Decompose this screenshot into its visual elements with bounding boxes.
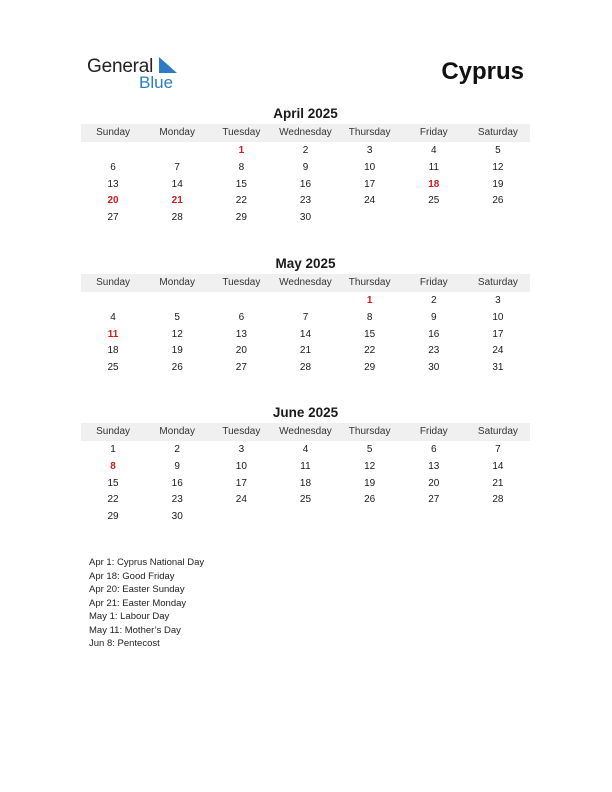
- day-cell: 4: [110, 311, 116, 323]
- day-cell: 7: [495, 444, 501, 455]
- day-cell: 26: [171, 362, 183, 374]
- day-cell: 29: [107, 511, 119, 523]
- day-cell: 26: [492, 195, 504, 207]
- day-cell: 22: [364, 345, 376, 357]
- day-cell: 15: [364, 328, 376, 340]
- day-cell: 16: [299, 178, 312, 190]
- empty-day-cell: [81, 143, 145, 160]
- day-cell: 24: [235, 494, 247, 506]
- day-cell: 29: [364, 362, 376, 374]
- day-cell: 27: [107, 212, 119, 224]
- day-cell: 18: [299, 477, 312, 489]
- day-cell: 23: [428, 345, 440, 357]
- day-cell: 24: [492, 345, 504, 357]
- day-cell: 14: [299, 328, 312, 340]
- logo-text-blue: Blue: [139, 73, 174, 92]
- logo-triangle-icon: [159, 57, 177, 73]
- weekday-label: Saturday: [477, 426, 518, 437]
- day-cell: 30: [428, 362, 440, 374]
- day-cell: 9: [430, 311, 437, 323]
- day-cell: 21: [492, 477, 504, 489]
- weekday-header: [81, 274, 530, 292]
- day-cell: 25: [428, 195, 440, 207]
- weekday-label: Saturday: [477, 277, 518, 288]
- holiday-entry: Jun 8: Pentecost: [89, 638, 160, 649]
- weekday-header: [81, 423, 530, 441]
- month-calendar: [81, 256, 530, 377]
- day-cell: 12: [492, 161, 504, 173]
- weekday-label: Wednesday: [279, 426, 332, 437]
- month-calendar: [81, 106, 530, 227]
- day-cell: 2: [174, 444, 180, 455]
- holiday-entry: Apr 18: Good Friday: [89, 570, 175, 582]
- empty-day-cell: [145, 143, 209, 160]
- empty-day-cell: [81, 293, 145, 310]
- holiday-day-cell: 8: [110, 460, 116, 472]
- day-cell: 11: [300, 460, 311, 472]
- day-cell: 21: [299, 345, 312, 357]
- weekday-label: Tuesday: [222, 277, 261, 288]
- day-cell: 7: [174, 161, 180, 173]
- weekday-label: Friday: [419, 277, 448, 288]
- holiday-day-cell: 11: [107, 328, 119, 340]
- holiday-day-cell: 18: [428, 178, 440, 190]
- day-cell: 27: [428, 494, 440, 506]
- day-cell: 30: [299, 212, 312, 224]
- day-cell: 17: [364, 178, 376, 190]
- day-cell: 16: [171, 477, 183, 489]
- day-cell: 16: [428, 328, 440, 340]
- day-cell: 19: [364, 477, 376, 489]
- day-cell: 7: [302, 311, 309, 323]
- day-cell: 23: [171, 494, 183, 506]
- day-cell: 9: [174, 460, 180, 472]
- day-cell: 19: [492, 178, 504, 190]
- day-cell: 26: [364, 494, 376, 506]
- day-grid: [81, 293, 530, 377]
- day-cell: 18: [107, 345, 119, 357]
- day-cell: 28: [492, 494, 504, 506]
- day-cell: 2: [430, 295, 437, 306]
- day-cell: 20: [235, 345, 247, 357]
- weekday-label: Tuesday: [222, 426, 261, 437]
- day-cell: 19: [171, 345, 183, 357]
- month-title: June 2025: [272, 405, 339, 420]
- day-cell: 5: [495, 145, 501, 156]
- day-cell: 1: [110, 444, 116, 455]
- day-cell: 8: [366, 311, 373, 323]
- day-cell: 22: [235, 195, 247, 207]
- weekday-label: Monday: [159, 277, 195, 288]
- weekday-label: Thursday: [348, 127, 391, 138]
- day-cell: 20: [428, 477, 440, 489]
- logo-text-general: General: [87, 56, 154, 77]
- holiday-entry: Apr 1: Cyprus National Day: [89, 557, 205, 568]
- holiday-entry: Apr 20: Easter Sunday: [89, 584, 185, 595]
- day-cell: 29: [235, 212, 247, 224]
- day-cell: 6: [110, 161, 116, 173]
- day-cell: 27: [235, 362, 247, 374]
- day-cell: 14: [492, 460, 504, 472]
- day-cell: 28: [171, 212, 183, 224]
- empty-day-cell: [145, 293, 209, 310]
- holiday-entry: May 11: Mother’s Day: [89, 624, 181, 636]
- weekday-label: Sunday: [96, 426, 131, 437]
- weekday-header: [81, 124, 530, 142]
- day-cell: 15: [107, 477, 119, 489]
- holiday-entry: May 1: Labour Day: [89, 611, 170, 622]
- weekday-label: Thursday: [348, 277, 391, 288]
- month-title: May 2025: [275, 256, 336, 271]
- month-calendar: [81, 405, 530, 526]
- empty-day-cell: [273, 293, 337, 310]
- day-cell: 12: [171, 328, 183, 340]
- day-cell: 17: [235, 477, 247, 489]
- weekday-label: Wednesday: [279, 127, 332, 138]
- day-cell: 11: [428, 161, 439, 173]
- weekday-label: Monday: [159, 426, 195, 437]
- day-grid: [81, 143, 530, 227]
- day-cell: 13: [107, 178, 119, 190]
- day-cell: 4: [430, 145, 437, 156]
- day-cell: 6: [430, 444, 437, 455]
- empty-day-cell: [209, 293, 273, 310]
- holiday-list: [89, 556, 204, 651]
- holiday-day-cell: 20: [107, 195, 119, 207]
- day-grid: [81, 442, 530, 526]
- day-cell: 12: [364, 460, 376, 472]
- country-title: Cyprus: [441, 58, 524, 85]
- weekday-label: Tuesday: [222, 127, 261, 138]
- day-cell: 9: [302, 161, 309, 173]
- day-cell: 8: [238, 161, 245, 173]
- day-cell: 14: [171, 178, 183, 190]
- day-cell: 22: [107, 494, 119, 506]
- day-cell: 30: [171, 511, 183, 523]
- day-cell: 28: [299, 362, 312, 374]
- day-cell: 3: [366, 145, 373, 156]
- day-cell: 4: [302, 444, 309, 455]
- day-cell: 3: [495, 295, 501, 306]
- weekday-label: Monday: [159, 127, 195, 138]
- weekday-label: Friday: [419, 127, 448, 138]
- day-cell: 5: [366, 444, 373, 455]
- day-cell: 6: [238, 311, 245, 323]
- weekday-label: Wednesday: [279, 277, 332, 288]
- generalblue-logo: [87, 56, 197, 96]
- day-cell: 31: [492, 362, 504, 374]
- day-cell: 2: [302, 145, 309, 156]
- day-cell: 3: [238, 444, 245, 455]
- day-cell: 10: [364, 161, 376, 173]
- day-cell: 5: [174, 311, 180, 323]
- day-cell: 13: [235, 328, 247, 340]
- weekday-label: Sunday: [96, 127, 131, 138]
- day-cell: 25: [299, 494, 312, 506]
- holiday-day-cell: 1: [366, 295, 373, 306]
- day-cell: 10: [492, 311, 504, 323]
- month-title: April 2025: [273, 106, 338, 121]
- day-cell: 13: [428, 460, 440, 472]
- holiday-day-cell: 21: [171, 195, 183, 207]
- day-cell: 25: [107, 362, 119, 374]
- weekday-label: Sunday: [96, 277, 131, 288]
- holiday-entry: Apr 21: Easter Monday: [89, 597, 187, 609]
- day-cell: 10: [235, 460, 247, 472]
- day-cell: 15: [235, 178, 247, 190]
- weekday-label: Saturday: [477, 127, 518, 138]
- day-cell: 17: [492, 328, 504, 340]
- holiday-day-cell: 1: [238, 145, 245, 156]
- weekday-label: Friday: [419, 426, 448, 437]
- weekday-label: Thursday: [348, 426, 391, 437]
- day-cell: 24: [364, 195, 376, 207]
- day-cell: 23: [299, 195, 312, 207]
